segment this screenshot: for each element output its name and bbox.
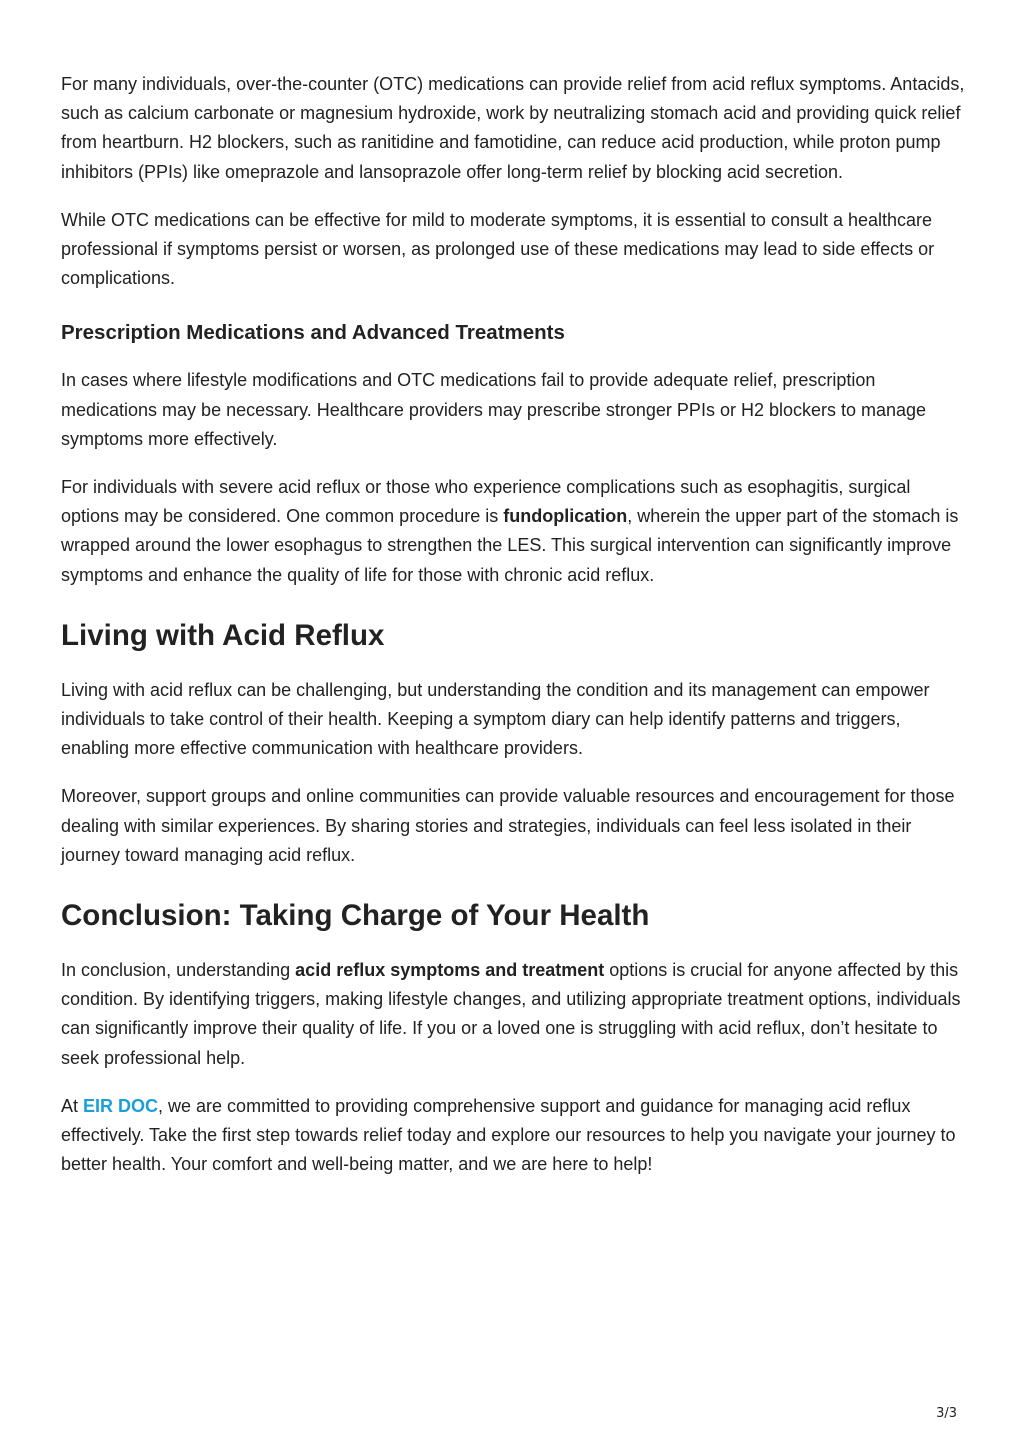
paragraph-living-1: Living with acid reflux can be challenging, but understanding the condition and its management can empower individuals to take control of their health. Keeping a symptom diary can help identify patterns and triggers, enabling more effective communication with healthcare providers. <box>61 679 930 759</box>
paragraph-eir-doc-text-1: At <box>61 1095 84 1116</box>
paragraph-surgical-text-1: For individuals with severe acid reflux or those who experience complications such as esophagitis, surgical options may be considered. One common procedure is <box>61 477 911 527</box>
eir-doc-link[interactable]: EIR DOC <box>83 1095 159 1116</box>
article-body <box>61 70 966 1198</box>
paragraph-surgical-options <box>61 473 966 590</box>
paragraph-otc-caution: While OTC medications can be effective for mild to moderate symptoms, it is essential to consult a healthcare professional if symptoms persist or worsen, as prolonged use of these medications may lead to side effects or complications. <box>61 209 935 289</box>
paragraph-conclusion-text-2: options is crucial for anyone affected by this condition. By identifying triggers, making lifestyle changes, and utilizing appropriate treatment options, individuals can significantly improve their quality of life. If you or a loved one is struggling with acid reflux, don’t hesitate to seek professional help. <box>61 960 961 1068</box>
keyword-acid-reflux-symptoms: acid reflux symptoms and treatment <box>295 960 605 981</box>
paragraph-prescription: In cases where lifestyle modifications and OTC medications fail to provide adequate relief, prescription medications may be necessary. Healthcare providers may prescribe stronger PPIs or H2 blockers to manage symptoms more effectively. <box>61 370 927 449</box>
heading-prescription-medications: Prescription Medications and Advanced Treatments <box>61 321 565 345</box>
page-number: 3/3 <box>936 1406 957 1421</box>
paragraph-surgical-text-2: , wherein the upper part of the stomach is wrapped around the lower esophagus to strengthen the LES. This surgical intervention can significantly improve symptoms and enhance the quality of life for those with chronic acid reflux. <box>61 506 959 585</box>
fundoplication-term: fundoplication <box>503 506 628 527</box>
paragraph-eir-doc <box>61 1092 966 1180</box>
heading-conclusion: Conclusion: Taking Charge of Your Health <box>61 899 650 933</box>
heading-living-with-acid-reflux: Living with Acid Reflux <box>61 618 385 652</box>
paragraph-eir-doc-text-2: , we are committed to providing comprehensive support and guidance for managing acid reflux effectively. Take the first step towards relief today and explore our resources to help you navigate your journey to better health. Your comfort and well-being matter, and we are here to help! <box>61 1095 956 1175</box>
paragraph-living-2: Moreover, support groups and online communities can provide valuable resources and encouragement for those dealing with similar experiences. By sharing stories and strategies, individuals can feel less isolated in their journey toward managing acid reflux. <box>61 786 955 865</box>
paragraph-otc-medications: For many individuals, over-the-counter (OTC) medications can provide relief from acid reflux symptoms. Antacids, such as calcium carbonate or magnesium hydroxide, work by neutralizing stomach acid and providing quick relief from heartburn. H2 blockers, such as ranitidine and famotidine, can reduce acid production, while proton pump inhibitors (PPIs) like omeprazole and lansoprazole offer long-term relief by blocking acid secretion. <box>61 74 965 182</box>
paragraph-conclusion-text-1: In conclusion, understanding <box>61 960 296 981</box>
paragraph-conclusion <box>61 956 966 1073</box>
